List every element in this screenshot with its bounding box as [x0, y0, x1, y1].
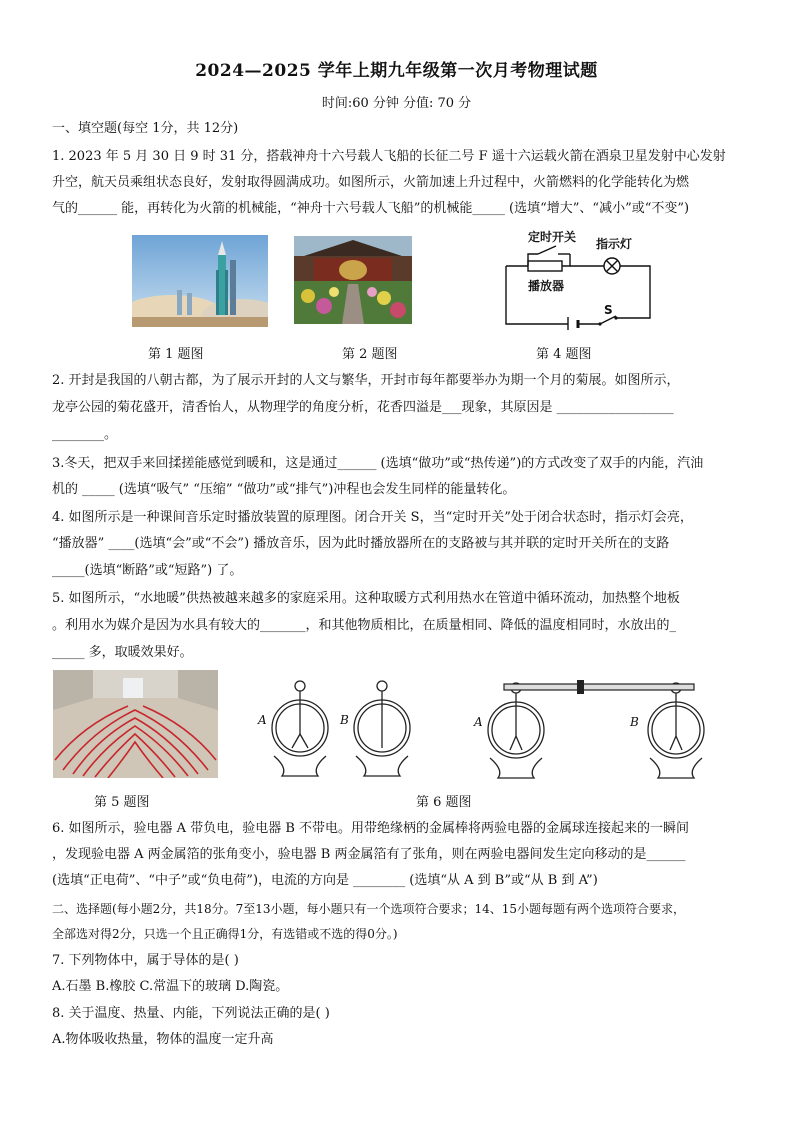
figure2-garden-photo [294, 236, 412, 324]
figure1-rocket-photo [132, 235, 268, 327]
exam-subtitle: 时间:60 分钟 分值: 70 分 [321, 96, 472, 111]
q2-line1: 2. 开封是我国的八朝古都，为了展示开封的人文与繁华，开封市每年都要举办为期一个月的菊展。如图所示， [52, 373, 680, 388]
section2-heading-line2: 全部选对得2分，只选一个且正确得1分，有选错或不选的得0分。) [52, 927, 398, 941]
circuit-label-timer-switch: 定时开关 [528, 230, 577, 244]
circuit-label-player: 播放器 [528, 279, 565, 293]
electroscope-label-b-right: B [630, 715, 639, 729]
figure5-floor-heating-photo [53, 670, 218, 778]
circuit-label-switch: S [604, 303, 613, 317]
q4-line1: 4. 如图所示是一种课间音乐定时播放装置的原理图。闭合开关 S，当“定时开关”处于闭合状态时，指示灯会亮， [52, 510, 693, 525]
q4-line3: _____(选填“断路”或“短路”) 了。 [52, 563, 243, 578]
q8-option-a: A.物体吸收热量，物体的温度一定升高 [52, 1032, 274, 1047]
q3-line2: 机的 _____ (选填“吸气” “压缩” “做功”或“排气”)冲程也会发生同样的能量转化。 [52, 482, 516, 497]
q1-line1: 1. 2023 年 5 月 30 日 9 时 31 分，搭载神舟十六号载人飞船的长征二号 F 遥十六运载火箭在酒泉卫星发射中心发射 [52, 149, 726, 164]
figure4-circuit-diagram [500, 226, 658, 330]
q7-stem: 7. 下列物体中，属于导体的是( ) [52, 953, 239, 968]
figure2-caption: 第 2 题图 [342, 347, 398, 362]
exam-title: 2024—2025 学年上期九年级第一次月考物理试题 [195, 61, 598, 81]
q4-line2: “播放器” ____(选填“会”或“不会”) 播放音乐，因为此时播放器所在的支路被与其并联的定时开关所在的支路 [52, 536, 670, 551]
q5-line2: 。利用水为媒介是因为水具有较大的_______，和其他物质相比，在质量相同、降低的温度相同时，水放出的_ [52, 618, 677, 633]
figure5-caption: 第 5 题图 [94, 795, 150, 810]
q1-line2: 升空，航天员乘组状态良好，发射取得圆满成功。如图所示，火箭加速上升过程中，火箭燃料的化学能转化为燃 [52, 175, 690, 190]
q8-stem: 8. 关于温度、热量、内能，下列说法正确的是( ) [52, 1006, 330, 1021]
q7-options: A.石墨 B.橡胶 C.常温下的玻璃 D.陶瓷。 [52, 979, 289, 994]
q1-line3: 气的______ 能，再转化为火箭的机械能，“神舟十六号载人飞船”的机械能_____ (选填“增大”、“减小”或“不变”) [52, 201, 690, 216]
q6-line1: 6. 如图所示，验电器 A 带负电，验电器 B 不带电。用带绝缘柄的金属棒将两验电器的金属球连接起来的一瞬间 [52, 821, 690, 836]
electroscope-label-a-left: A [258, 713, 267, 727]
electroscope-label-a-right: A [474, 715, 483, 729]
figure4-caption: 第 4 题图 [536, 347, 592, 362]
electroscope-label-b-left: B [340, 713, 349, 727]
figure6-caption: 第 6 题图 [416, 795, 472, 810]
q3-line1: 3.冬天，把双手来回揉搓能感觉到暖和，这是通过______ (选填“做功”或“热传递”)的方式改变了双手的内能，汽油 [52, 456, 704, 471]
section1-heading: 一、填空题(每空 1分，共 12分) [52, 121, 239, 136]
q6-line3: (选填“正电荷”、“中子”或“负电荷”)，电流的方向是 ________ (选填“从 A 到 B”或“从 B 到 A”) [52, 873, 598, 888]
q5-line3: _____ 多，取暖效果好。 [52, 645, 193, 660]
figure6-electroscope-diagram [252, 672, 752, 784]
q2-line3: ________。 [52, 427, 118, 442]
q6-line2: ，发现验电器 A 两金属箔的张角变小，验电器 B 两金属箔有了张角，则在两验电器间发生定向移动的是______ [52, 847, 686, 862]
figure1-caption: 第 1 题图 [148, 347, 204, 362]
section2-heading-line1: 二、选择题(每小题2分，共18分。7至13小题，每小题只有一个选项符合要求；14、15小题每题有两个选项符合要求， [52, 902, 686, 916]
circuit-label-indicator: 指示灯 [596, 237, 633, 251]
q2-line2: 龙亭公园的菊花盛开，清香怡人，从物理学的角度分析，花香四溢是___现象，其原因是 __________________ [52, 400, 674, 415]
q5-line1: 5. 如图所示，“水地暖”供热被越来越多的家庭采用。这种取暖方式利用热水在管道中循环流动，加热整个地板 [52, 591, 680, 606]
